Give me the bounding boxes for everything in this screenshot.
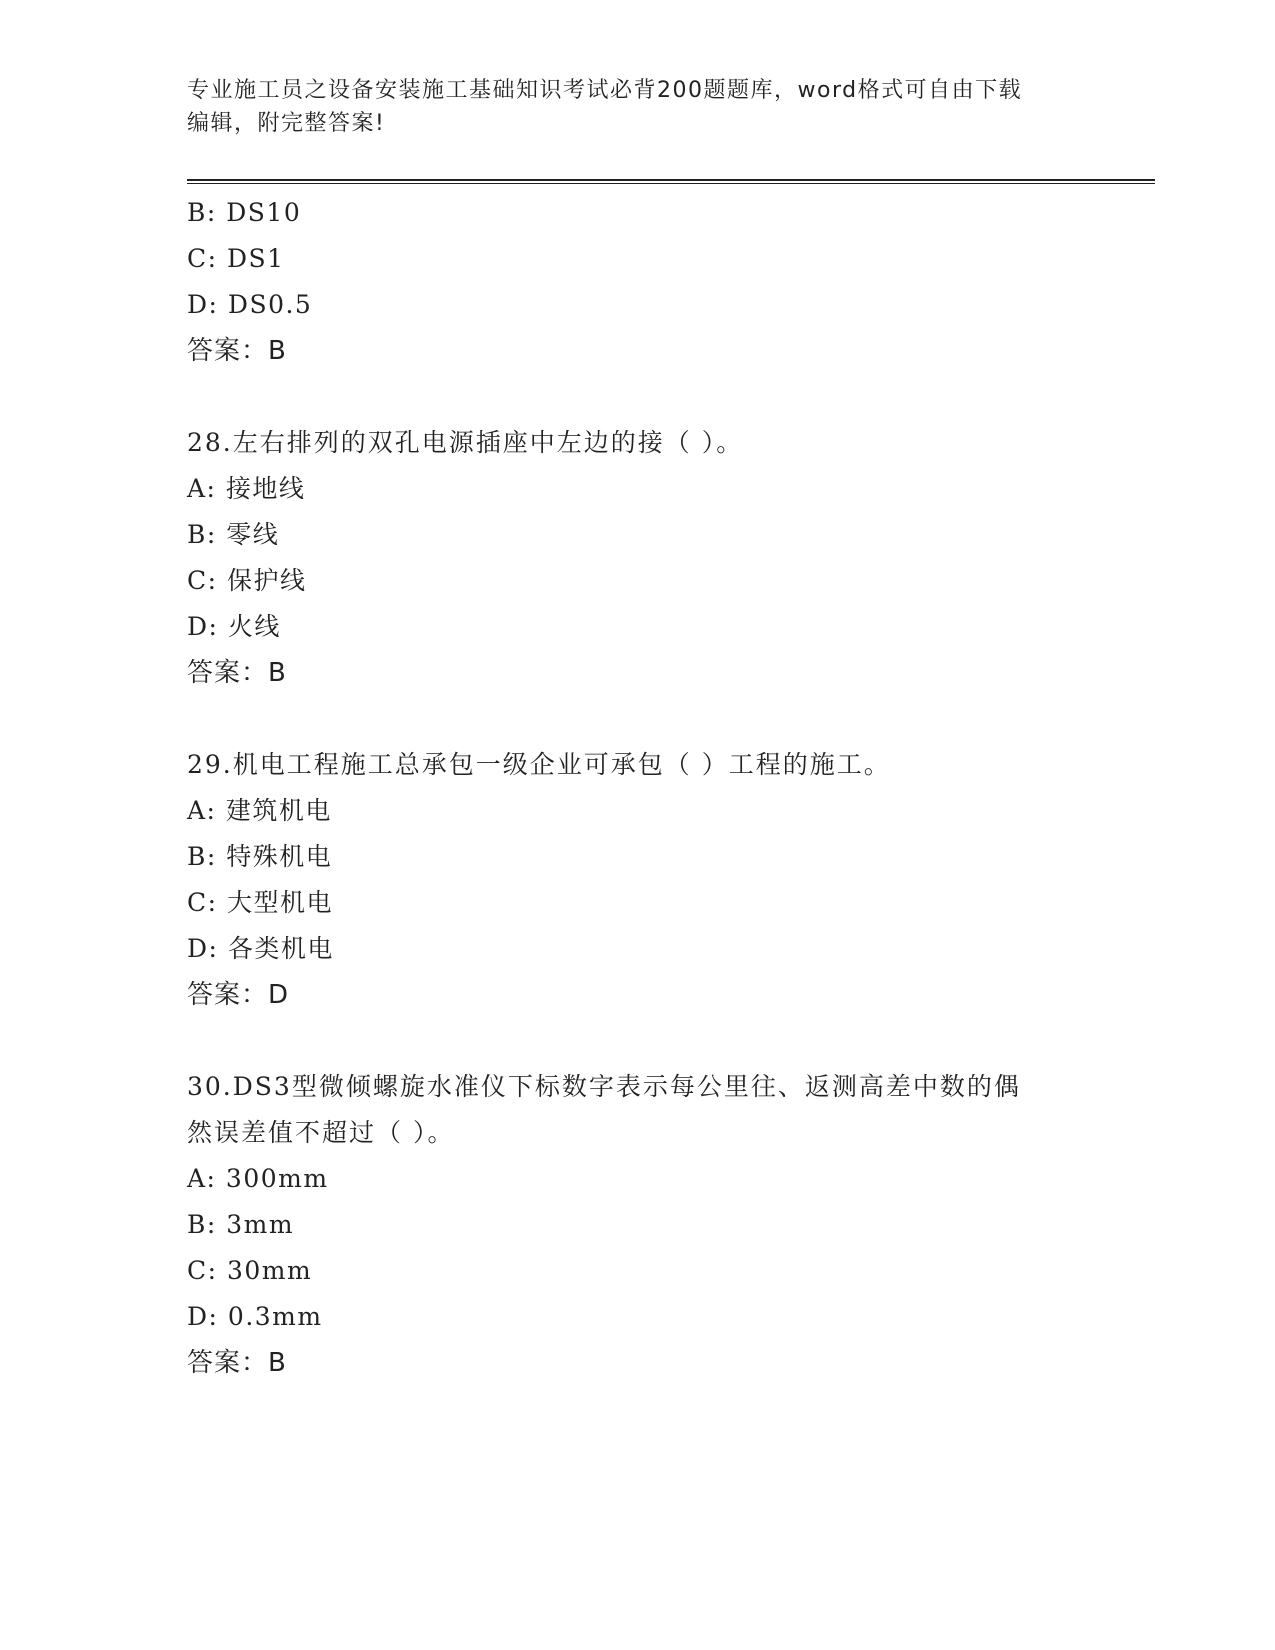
option-d: D: 火线 xyxy=(187,612,281,641)
question-29 xyxy=(187,742,1147,1018)
option-d: D: 各类机电 xyxy=(187,934,334,963)
option-c: C: 保护线 xyxy=(187,566,307,595)
option-b: B: 3mm xyxy=(187,1210,295,1239)
option-a: A: 建筑机电 xyxy=(187,796,332,825)
question-spacer xyxy=(187,374,1147,420)
option-d: D: DS0.5 xyxy=(187,290,313,319)
question-28 xyxy=(187,420,1147,696)
option-b: B: 特殊机电 xyxy=(187,842,333,871)
option-c: C: 30mm xyxy=(187,1256,313,1285)
answer-line: 答案：B xyxy=(187,658,287,688)
document-header xyxy=(187,74,1067,140)
option-a: A: 300mm xyxy=(187,1164,329,1193)
option-c: C: 大型机电 xyxy=(187,888,333,917)
answer-line: 答案：B xyxy=(187,1348,287,1378)
question-list xyxy=(187,190,1147,1386)
option-d: D: 0.3mm xyxy=(187,1302,323,1331)
question-stem: 29.机电工程施工总承包一级企业可承包（ ）工程的施工。 xyxy=(187,750,891,779)
header-title-line-2: 编辑，附完整答案! xyxy=(187,111,386,136)
question-stem-line-1: 30.DS3型微倾螺旋水准仪下标数字表示每公里往、返测高差中数的偶 xyxy=(187,1072,1021,1101)
question-stem-line-2: 然误差值不超过（ ）。 xyxy=(187,1118,455,1147)
option-c: C: DS1 xyxy=(187,244,285,273)
question-30 xyxy=(187,1064,1147,1386)
question-stem: 28.左右排列的双孔电源插座中左边的接（ ）。 xyxy=(187,428,744,457)
answer-line: 答案：D xyxy=(187,980,290,1010)
question-spacer xyxy=(187,1018,1147,1064)
header-divider xyxy=(187,179,1155,184)
header-title-line-1: 专业施工员之设备安装施工基础知识考试必背200题题库，word格式可自由下载 xyxy=(187,78,1023,103)
question-27-continued xyxy=(187,190,1147,374)
option-a: A: 接地线 xyxy=(187,474,306,503)
option-b: B: 零线 xyxy=(187,520,280,549)
option-b: B: DS10 xyxy=(187,198,302,227)
answer-line: 答案：B xyxy=(187,336,287,366)
question-spacer xyxy=(187,696,1147,742)
